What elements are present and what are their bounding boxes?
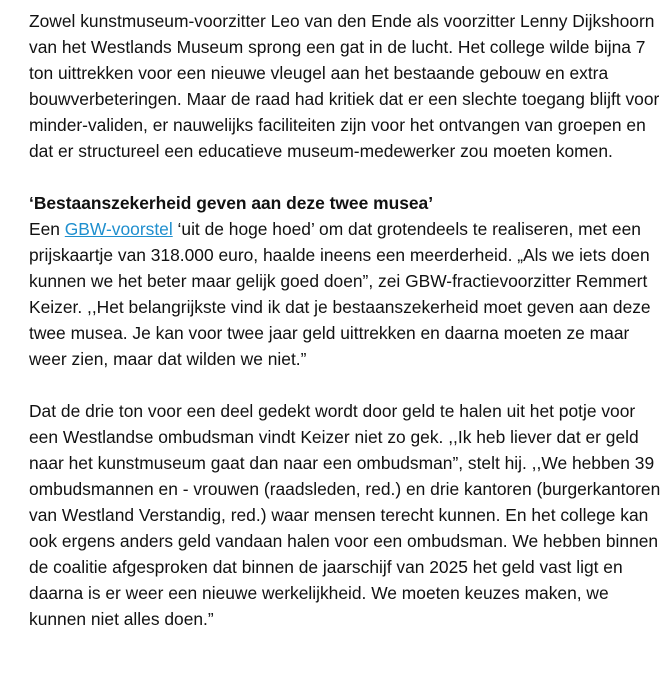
article-body xyxy=(29,8,669,632)
paragraph-text: ‘uit de hoge hoed’ om dat grotendeels te realiseren, met een prijskaartje van 318.000 euro, haalde ineens een meerderheid. „Als we iets doen kunnen we het beter maar gelijk goed doen”, zei GBW-fractievoorzitter Remmert Keizer. ,,Het belangrijkste vind ik dat je bestaanszekerheid moet geven aan deze twee musea. Je kan voor twee jaar geld uittrekken en daarna moeten ze maar weer zien, maar dat wilden we niet.” xyxy=(29,219,651,369)
paragraph-text: Een xyxy=(29,219,65,239)
article-paragraph: Zowel kunstmuseum-voorzitter Leo van den Ende als voorzitter Lenny Dijkshoorn van het Westlands Museum sprong een gat in de lucht. Het college wilde bijna 7 ton uittrekken voor een nieuwe vleugel aan het bestaande gebouw en extra bouwverbeteringen. Maar de raad had kritiek dat er een slechte toegang blijft voor minder-validen, er nauwelijks faciliteiten zijn voor het ontvangen van groepen en dat er structureel een educatieve museum-medewerker zou moeten komen. xyxy=(29,11,660,161)
article-paragraph: Dat de drie ton voor een deel gedekt wordt door geld te halen uit het potje voor een Westlandse ombudsman vindt Keizer niet zo gek. ,,Ik heb liever dat er geld naar het kunstmuseum gaat dan naar een ombudsman”, stelt hij. ,,We hebben 39 ombudsmannen en - vrouwen (raadsleden, red.) en drie kantoren (burgerkantoren van Westland Verstandig, red.) waar mensen terecht kunnen. En het college kan ook ergens anders geld vandaan halen voor een ombudsman. We hebben binnen de coalitie afgesproken dat binnen de jaarschijf van 2025 het geld vast ligt en daarna is er weer een nieuwe werkelijkheid. We moeten keuzes maken, we kunnen niet alles doen.” xyxy=(29,401,661,629)
article-paragraph xyxy=(29,216,669,372)
gbw-voorstel-link[interactable]: GBW-voorstel xyxy=(64,219,173,239)
article-subheading: ‘Bestaanszekerheid geven aan deze twee musea’ xyxy=(29,193,434,213)
